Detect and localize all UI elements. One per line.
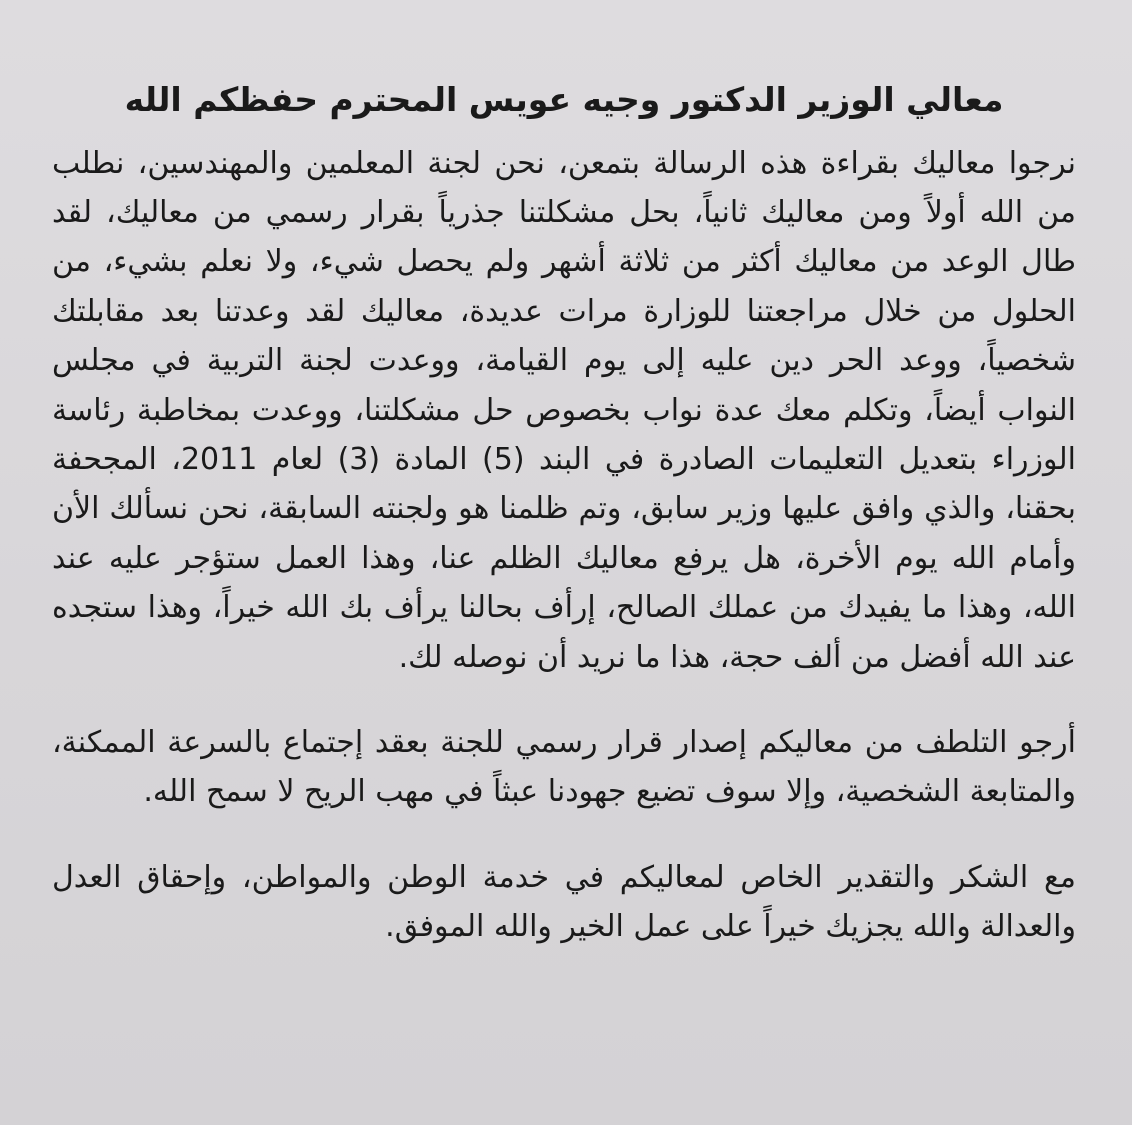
letter-paragraph-main: نرجوا معاليك بقراءة هذه الرسالة بتمعن، نحن لجنة المعلمين والمهندسين، نطلب من الله أولاً ومن معاليك ثانياً، بحل مشكلتنا جذرياً بقرار رسمي من معاليك، لقد طال الوعد من معاليك أكثر من ثلاثة أشهر ولم يحصل شيء، ولا نعلم بشيء، من الحلول من خلال مراجعتنا للوزارة مرات عديدة، معاليك لقد وعدتنا بعد مقابلتك شخصياً، ووعد الحر دين عليه إلى يوم القيامة، ووعدت لجنة التربية في مجلس النواب أيضاً، وتكلم معك عدة نواب بخصوص حل مشكلتنا، ووعدت بمخاطبة رئاسة الوزراء بتعديل التعليمات الصادرة في البند (5) المادة (3) لعام 2011، المجحفة بحقنا، والذي وافق عليها وزير سابق، وتم ظلمنا هو ولجنته السابقة، نحن نسألك الأن وأمام الله يوم الأخرة، هل يرفع معاليك الظلم عنا، وهذا العمل ستؤجر عليه عند الله، وهذا ما يفيدك من عملك الصالح، إرأف بحالنا يرأف بك الله خيراً، وهذا ستجده عند الله أفضل من ألف حجة، هذا ما نريد أن نوصله لك.	[52, 145, 1077, 675]
letter-paragraph-closing: مع الشكر والتقدير الخاص لمعاليكم في خدمة الوطن والمواطن، وإحقاق العدل والعدالة والله يجزيك خيراً على عمل الخير والله الموفق.	[52, 859, 1076, 945]
letter-title: معالي الوزير الدكتور وجيه عويس المحترم حفظكم الله	[124, 80, 1004, 119]
letter-paragraph-request: أرجو التلطف من معاليكم إصدار قرار رسمي للجنة بعقد إجتماع بالسرعة الممكنة، والمتابعة الشخصية، وإلا سوف تضيع جهودنا عبثاً في مهب الريح لا سمح الله.	[52, 725, 1076, 810]
